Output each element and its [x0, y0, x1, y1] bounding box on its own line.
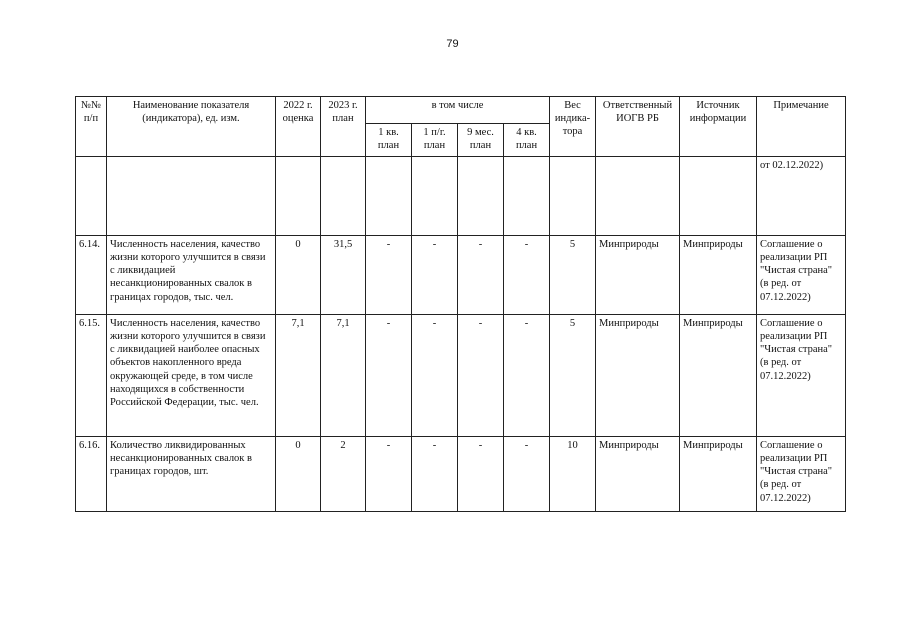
row-source: Минприроды — [680, 315, 757, 437]
row-2023: 2 — [321, 437, 366, 512]
row-responsible: Минприроды — [596, 437, 680, 512]
row-2022: 7,1 — [276, 315, 321, 437]
row-q1: - — [366, 437, 412, 512]
row-2022: 0 — [276, 437, 321, 512]
table-row — [76, 315, 846, 437]
header-2023: 2023 г. план — [321, 97, 366, 157]
row-q4: - — [504, 236, 550, 315]
row-h1: - — [412, 236, 458, 315]
row-q1: - — [366, 315, 412, 437]
header-responsible: Ответственный ИОГВ РБ — [596, 97, 680, 157]
row-name: Численность населения, качество жизни которого улучшится в связи с ликвидацией наиболее опасных объектов накопленного вреда окружающей среде, в том числе находящихся в собственности Российской Федерации, тыс. чел. — [107, 315, 276, 437]
row-q4: - — [504, 437, 550, 512]
row-q1: - — [366, 236, 412, 315]
row-q4: - — [504, 315, 550, 437]
table-row — [76, 437, 846, 512]
row-h1: - — [412, 315, 458, 437]
header-note: Примечание — [757, 97, 846, 157]
header-q1: 1 кв. план — [366, 124, 412, 157]
header-name: Наименование показателя (индикатора), ед. изм. — [107, 97, 276, 157]
row-9m: - — [458, 437, 504, 512]
row-weight: 5 — [550, 315, 596, 437]
row-9m: - — [458, 236, 504, 315]
header-9m: 9 мес. план — [458, 124, 504, 157]
row-note: Соглашение о реализации РП "Чистая страна" (в ред. от 07.12.2022) — [757, 437, 846, 512]
row-9m: - — [458, 315, 504, 437]
row-num: 6.15. — [76, 315, 107, 437]
row-note: Соглашение о реализации РП "Чистая страна" (в ред. от 07.12.2022) — [757, 315, 846, 437]
row-note: Соглашение о реализации РП "Чистая страна" (в ред. от 07.12.2022) — [757, 236, 846, 315]
header-row — [76, 97, 846, 124]
row-weight: 5 — [550, 236, 596, 315]
row-h1: - — [412, 437, 458, 512]
header-num: №№ п/п — [76, 97, 107, 157]
row-name: Численность населения, качество жизни которого улучшится в связи с ликвидацией несанкционированных свалок в границах городов, тыс. чел. — [107, 236, 276, 315]
row-source: Минприроды — [680, 437, 757, 512]
header-q4: 4 кв. план — [504, 124, 550, 157]
continuation-row — [76, 157, 846, 236]
row-num: 6.16. — [76, 437, 107, 512]
header-2022: 2022 г. оценка — [276, 97, 321, 157]
continuation-note: от 02.12.2022) — [757, 157, 846, 236]
row-responsible: Минприроды — [596, 236, 680, 315]
header-including: в том числе — [366, 97, 550, 124]
header-weight: Вес индика-тора — [550, 97, 596, 157]
row-num: 6.14. — [76, 236, 107, 315]
table-row — [76, 236, 846, 315]
page-number: 79 — [446, 38, 459, 50]
row-responsible: Минприроды — [596, 315, 680, 437]
row-2023: 31,5 — [321, 236, 366, 315]
row-2022: 0 — [276, 236, 321, 315]
row-name: Количество ликвидированных несанкционированных свалок в границах городов, шт. — [107, 437, 276, 512]
indicators-table — [75, 96, 846, 512]
row-source: Минприроды — [680, 236, 757, 315]
header-h1: 1 п/г. план — [412, 124, 458, 157]
row-weight: 10 — [550, 437, 596, 512]
row-2023: 7,1 — [321, 315, 366, 437]
header-source: Источник информации — [680, 97, 757, 157]
